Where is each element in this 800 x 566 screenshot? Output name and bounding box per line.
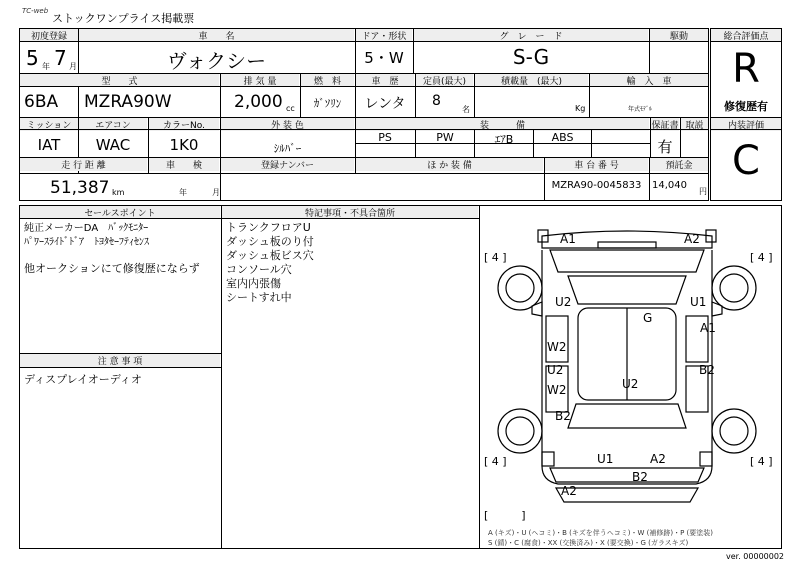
damage-label: W2 [547,340,567,354]
damage-label: A1 [560,232,576,246]
history-label: 車 歴 [356,74,414,87]
logo: TC-web [22,7,49,15]
special-note-line: ダッシュ板ビス穴 [226,249,314,262]
mileage-label: 走 行 距 離 [20,158,147,171]
special-notes-label: 特記事項・不具合箇所 [222,206,478,219]
legend-line: A (キズ)・U (ヘコミ)・B (キズを伴うヘコミ)・W (補修跡)・P (要塗装) [488,529,714,537]
fuel-label: 燃 料 [301,74,354,87]
door-label: ドア・形状 [356,29,412,42]
model-label: 型 式 [20,74,219,87]
grade-value: S-G [512,45,550,69]
interior-rating-value: C [732,138,760,184]
special-note-line: シートすれ中 [226,291,292,304]
special-notes-text [226,221,314,305]
damage-label: U2 [547,363,564,377]
exterior-value: ｼﾙﾊﾞｰ [273,142,302,155]
tire-mark: [ 4 ] [484,251,507,264]
mission-value: IAT [37,136,61,154]
car-name-value: ヴォクシー [166,49,267,73]
manual-label: 取説 [681,118,708,131]
inspection-year-unit: 年 [179,188,187,197]
warranty-value: 有 [657,138,673,156]
inspection-label: 車 検 [149,158,219,171]
import-sub: 年式ﾓﾃﾞﾙ [628,106,653,113]
chassis-label: 車 台 番 号 [545,158,648,171]
color-label: カラーNo. [149,118,219,131]
mileage-unit: km [112,188,125,197]
special-note-line: 室内内張傷 [226,277,281,290]
page-title: ストックワンプライス掲載票 [52,12,195,25]
damage-label: A1 [700,321,716,335]
other-equip-label: ほ か 装 備 [356,158,543,171]
equipment-item: PS [378,131,392,144]
tire-mark: [ 4 ] [750,251,773,264]
tire-mark: [ 4 ] [750,455,773,468]
color-value: 1K0 [169,136,199,154]
car-name-label: 車 名 [79,29,354,42]
sales-point-line: 純正メーカーDA ﾊﾞｯｸﾓﾆﾀｰ [24,223,149,234]
month-value: 7 [54,46,67,70]
bottom-bracket: [ ] [484,509,526,522]
interior-rating-label: 内装評価 [711,118,781,131]
damage-label: A2 [684,232,700,246]
mileage-value: 51,387 [50,178,110,198]
tire-mark: [ 4 ] [484,455,507,468]
overall-rating-label: 総合評価点 [711,29,781,42]
notes-label: 注 意 事 項 [20,354,220,367]
aircon-label: エアコン [79,118,147,131]
first-reg-label: 初度登録 [20,29,78,42]
drive-label: 駆動 [650,29,708,42]
deposit-label: 預託金 [650,158,708,171]
damage-label: U2 [622,377,639,391]
capacity-label: 定員(最大) [416,74,473,87]
damage-label: U1 [597,452,614,466]
damage-label: A2 [561,484,577,498]
damage-label: U2 [555,295,572,309]
version-label: ver. 00000002 [726,552,785,561]
damage-label: A2 [650,452,666,466]
sales-point-text [24,222,200,276]
inspection-month-unit: 月 [212,188,220,197]
equipment-item: ABS [551,131,574,144]
model-code: MZRA90W [84,92,172,112]
sales-point-line: ﾊﾟﾜｰｽﾗｲﾄﾞﾄﾞｱ ﾄﾖﾀｾｰﾌﾃｨｾﾝｽ [24,237,149,248]
year-value: 5 [26,46,39,70]
overall-rating-value: R [732,46,760,92]
equipment-label: 装 備 [356,118,649,131]
capacity-unit: 名 [462,105,470,114]
load-unit: Kg [575,104,586,113]
load-label: 積載量 (最大) [475,74,588,87]
repair-history-label: 修復歴有 [724,100,768,113]
model-prefix: 6BA [24,92,59,112]
chassis-value: MZRA90-0045833 [551,180,642,191]
displacement-label: 排 気 量 [221,74,299,87]
sales-point-line [24,250,200,262]
special-note-line: トランクフロアU [226,221,311,234]
damage-diagram [480,206,781,549]
displacement-value: 2,000 [234,92,283,112]
year-unit: 年 [42,62,50,71]
damage-label: W2 [547,383,567,397]
deposit-value: 14,040 [652,180,687,191]
exterior-label: 外 装 色 [221,118,354,131]
import-label: 輸 入 車 [590,74,708,87]
damage-label: G [643,311,653,325]
fuel-value: ｶﾞｿﾘﾝ [313,97,342,110]
equipment-item: PW [436,131,454,144]
aircon-value: WAC [95,136,131,154]
displacement-unit: cc [286,104,295,113]
damage-label: B2 [699,363,715,377]
plate-label: 登録ナンバー [221,158,354,171]
warranty-label: 保証書 [651,118,679,131]
grade-label: グ レ ー ド [414,29,648,42]
month-unit: 月 [69,62,77,71]
legend-line: S (錆)・C (腐食)・XX (交換済み)・X (要交換)・G (ガラスキズ) [488,539,689,547]
damage-label: B2 [555,409,571,423]
damage-label: B2 [632,470,648,484]
special-note-line: ダッシュ板のり付 [226,235,314,248]
notes-line: ディスプレイオーディオ [24,373,142,386]
special-note-line: コンソール穴 [226,263,292,276]
mission-label: ミッション [20,118,78,131]
equipment-item: ｴｱB [494,133,514,146]
sales-point-label: セールスポイント [20,206,220,219]
history-value: レンタ [364,96,406,112]
notes-text [24,373,142,387]
sales-point-line: 他オークションにて修復歴にならず [24,262,200,275]
deposit-unit: 円 [699,187,707,196]
door-value: 5・W [364,49,404,67]
capacity-value: 8 [432,93,441,109]
damage-label: U1 [690,295,707,309]
